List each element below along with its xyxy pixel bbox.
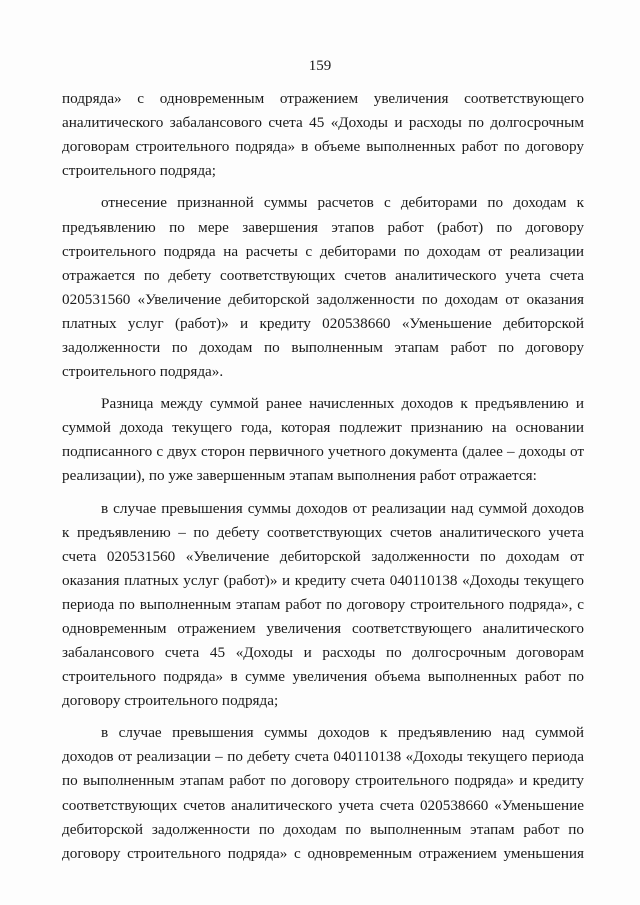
paragraph-case-income-exceeds: в случае превышения суммы доходов от реализации над суммой доходов к предъявлению – по дебету соответствующих счетов аналитического учета счета 020531560 «Увеличение дебиторской задолженности по доходам от оказания платных услуг (работ)» и кредиту счета 040110138 «Доходы текущего периода по выполненным этапам работ по договору строительного подряда», с одновременным отражением увеличения соответствующего аналитического забалансового счета 45 «Доходы и расходы по долгосрочным договорам строительного подряда» в сумме увеличения объема выполненных работ по договору строительного подряда; [62,499,584,710]
document-body [62,87,584,866]
paragraph-receivables-transfer: отнесение признанной суммы расчетов с дебиторами по доходам к предъявлению по мере завершения этапов работ (работ) по договору строительного подряда на расчеты с дебиторами по доходам от реализации отражается по дебету соответствующих счетов аналитического учета счета 020531560 «Увеличение дебиторской задолженности по доходам от оказания платных услуг (работ)» и кредиту 020538660 «Уменьшение дебиторской задолженности по доходам по выполненным этапам работ по договору строительного подряда». [62,194,584,380]
page-number: 159 [308,58,332,74]
paragraph-case-billing-exceeds: в случае превышения суммы доходов к предъявлению над суммой доходов от реализации – по дебету счета 040110138 «Доходы текущего периода по выполненным этапам работ по договору строительного подряда» и кредиту соответствующих счетов аналитического учета счета 020538660 «Уменьшение дебиторской задолженности по доходам по выполненным этапам работ по договору строительного подряда» с одновременным отражением уменьшения [62,724,584,862]
paragraph-continuation: подряда» с одновременным отражением увеличения соответствующего аналитического забалансового счета 45 «Доходы и расходы по долгосрочным договорам строительного подряда» в объеме выполненных работ по договору строительного подряда; [62,90,584,180]
paragraph-difference-intro: Разница между суммой ранее начисленных доходов к предъявлению и суммой дохода текущего года, которая подлежит признанию на основании подписанного с двух сторон первичного учетного документа (далее – доходы от реализации), по уже завершенным этапам выполнения работ отражается: [62,395,584,485]
